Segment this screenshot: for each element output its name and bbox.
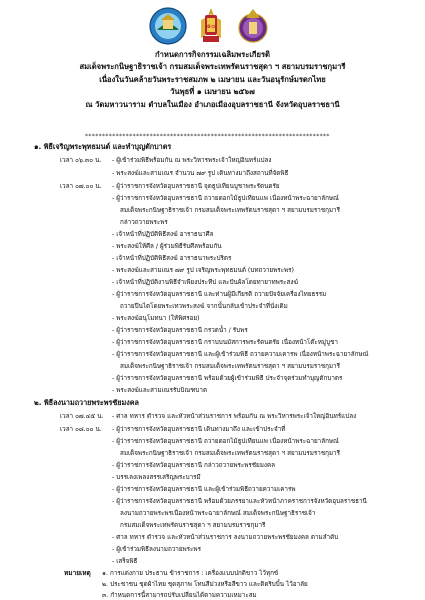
list-item: - เจ้าหน้าที่ปฏิบัติงานพิธีจำเพียงประทีป และปันผ้ลโดยทายาทพระสงฆ์ — [112, 279, 299, 286]
document-header — [0, 49, 425, 111]
list-item: - พระสงฆ์ให้ศีล / ผู้ร่วมพิธีรับศีลพร้อมกัน — [112, 243, 222, 250]
list-item-continued: กล่าวถวายพระพร — [120, 219, 168, 226]
list-item-continued: สมเด็จพระกนิษฐาธิราชเจ้า กรมสมเด็จพระเทพรัตนราชสุดา ฯ สยามบรมราชกุมารี — [120, 363, 340, 370]
list-item: - ผู้ว่าราชการจังหวัดอุบลราชธานี พร้อมด้วยผู้เข้าร่วมพิธี ประจำจุดร่วมทำบุญตักบาตร — [112, 375, 343, 382]
list-item: - ผู้ว่าราชการจังหวัดอุบลราชธานี กล่าวถวายพระพรชัยมงคล — [112, 462, 276, 469]
section-2-title: ๒. พิธีลงนามถวายพระพรชัยมงคล — [34, 398, 139, 407]
list-item: - ผู้ว่าราชการจังหวัดอุบลราชธานี และผู้เข้าร่วมพิธีถวายความเคารพ — [112, 486, 296, 493]
list-item-continued: สมเด็จพระกนิษฐาธิราชเจ้า กรมสมเด็จพระเทพรัตนราชสุดา ฯ สยามบรมราชกุมารี — [120, 450, 340, 457]
list-item: - ศาล ทหาร ตำรวจ และหัวหน้าส่วนราชการ พร้อมกัน ณ พระวิหารพระเจ้าใหญ่อินทร์แปลง — [112, 413, 357, 420]
list-item: - ผู้ว่าราชการจังหวัดอุบลราชธานี และผู้เข้าร่วมพิธี ถวายความเคารพ เนื่องหน้าพระฉายาลักษณ์ — [112, 351, 369, 358]
list-item: - ศาล ทหาร ตำรวจ และหัวหน้าส่วนราชการ ลงนามถวายพระพรชัยมงคล ตามลำดับ — [112, 534, 339, 541]
list-item: - ผู้ว่าราชการจังหวัดอุบลราชธานี พร้อมด้วยภรรยาและหัวหน้าภาคราชการจังหวัดอุบลราชธานี — [112, 498, 367, 505]
provincial-seal-icon — [148, 6, 188, 46]
section-2-time-2: เวลา ๐๘.๐๐ น. — [60, 426, 102, 433]
header-venue: ณ วัดมหาวนาราม ตำบลในเมือง อำเภอเมืองอุบลราชธานี จังหวัดอุบลราชธานี — [85, 99, 340, 109]
notes-label: หมายเหตุ — [64, 569, 91, 577]
list-item: - บรรเลงเพลงสรรเสริญพระบารมี — [112, 474, 201, 481]
list-item: - พระสงฆ์และสามเณร จำนวน ๗๙ รูป เดินทางมาถึงสถานที่จัดพิธี — [112, 170, 289, 177]
header-title: กำหนดการกิจกรรมเฉลิมพระเกียรติ — [155, 50, 270, 59]
list-item: - ผู้เข้าร่วมพิธีพร้อมกัน ณ พระวิหารพระเจ้าใหญ่อินทร์แปลง — [112, 157, 272, 164]
section-1-time-2: เวลา ๐๗.๐๐ น. — [60, 183, 102, 190]
list-item: - ผู้ว่าราชการจังหวัดอุบลราชธานี เดินทางมาถึง และเข้าประจำที่ — [112, 426, 286, 433]
logo-row — [0, 6, 425, 48]
royal-crest-icon — [191, 6, 231, 46]
list-item-continued: กรมสมเด็จพระเทพรัตนราชสุดา ฯ สยามบรมราชกุมารี — [120, 522, 266, 529]
princess-emblem-icon — [233, 6, 273, 46]
list-item: - ผู้เข้าร่วมพิธีลงนามถวายพระพร — [112, 546, 201, 553]
header-divider: ************************************************************************ — [85, 133, 330, 140]
list-item: - เจ้าหน้าที่ปฏิบัติพิธีสงฆ์ อาราธนาศีล — [112, 231, 214, 238]
section-1-title: ๑. พิธีเจริญพระพุทธมนต์ และทำบุญตักบาตร — [34, 142, 172, 151]
list-item-continued: สมเด็จพระกนิษฐาธิราชเจ้า กรมสมเด็จพระเทพรัตนราชสุดา ฯ สยามบรมราชกุมารี — [120, 207, 340, 214]
list-item-continued: ลงนามถวายพระพรเนื่องหน้าพระฉายาลักษณ์ สมเด็จพระกนิษฐาธิราชเจ้า — [120, 510, 316, 517]
list-item: - เจ้าหน้าที่ปฏิบัติพิธีสงฆ์ อาราธนาพระปริตร — [112, 255, 232, 262]
header-date: วันพุธที่ ๑ เมษายน ๒๕๖๗ — [170, 87, 255, 97]
note-item: ๑. การแต่งกาย ประธาน ข้าราชการ : เครื่องแบบปกติขาว ไว้ทุกข์ — [102, 570, 279, 577]
section-1-time-1: เวลา ๐๖.๓๐ น. — [60, 157, 102, 164]
list-item: - ผู้ว่าราชการจังหวัดอุบลราชธานี และท่านผู้มีเกียรติ ถวายปัจจัยเครื่องไทยธรรม — [112, 291, 327, 298]
note-item: ๓. กำหนดการนี้สามารถปรับเปลี่ยนได้ตามความเหมาะสม — [102, 592, 257, 599]
list-item: - พระสงฆ์อนุโมทนา (ให้พิศรอย) — [112, 315, 200, 322]
list-item: - เสร็จพิธี — [112, 558, 138, 565]
header-occasion: เนื่องในวันคล้ายวันพระราชสมภพ ๒ เมษายน และวันอนุรักษ์มรดกไทย — [99, 74, 326, 84]
list-item: - พระสงฆ์และสามเณร ๗๙ รูป เจริญพระพุทธมนต์ (บทถวายพระพร) — [112, 267, 294, 274]
list-item: - พระสงฆ์และสามเณรรับบิณฑบาต — [112, 387, 208, 394]
list-item: - ผู้ว่าราชการจังหวัดอุบลราชธานี กรวดน้ำ / รับพร — [112, 327, 248, 334]
note-item: ๒. ประชาชน ชุดผ้าไทย ชุดสุภาพ โทนสีม่วงหรือสีขาว และติดริบบิ้น ไว้อาลัย — [102, 581, 308, 588]
svg-text:๑๐: ๑๐ — [206, 22, 216, 30]
list-item: - ผู้ว่าราชการจังหวัดอุบลราชธานี จุดธูปเทียนบูชาพระรัตนตรัย — [112, 183, 280, 190]
list-item: - ผู้ว่าราชการจังหวัดอุบลราชธานี ถวายดอกไม้ธูปเทียนแพ เนื่องหน้าพระฉายาลักษณ์ — [112, 195, 339, 202]
list-item-continued: ถวายปืนไตโดยพระเทวพระสงฆ์ จากนั้นกลับเข้าประจำที่นั่งเดิม — [120, 303, 288, 310]
header-subject: สมเด็จพระกนิษฐาธิราชเจ้า กรมสมเด็จพระเทพรัตนราชสุดา ฯ สยามบรมราชกุมารี — [79, 62, 346, 72]
list-item: - ผู้ว่าราชการจังหวัดอุบลราชธานี กราบบนมัสการพระรัตนตรัย เนื่องหน้าโต๊ะหมู่บูชา — [112, 339, 338, 346]
section-2-time-1: เวลา ๐๗.๔๕ น. — [60, 413, 104, 420]
list-item: - ผู้ว่าราชการจังหวัดอุบลราชธานี ถวายดอกไม้ธูปเทียนแพ เนื่องหน้าพระฉายาลักษณ์ — [112, 438, 339, 445]
